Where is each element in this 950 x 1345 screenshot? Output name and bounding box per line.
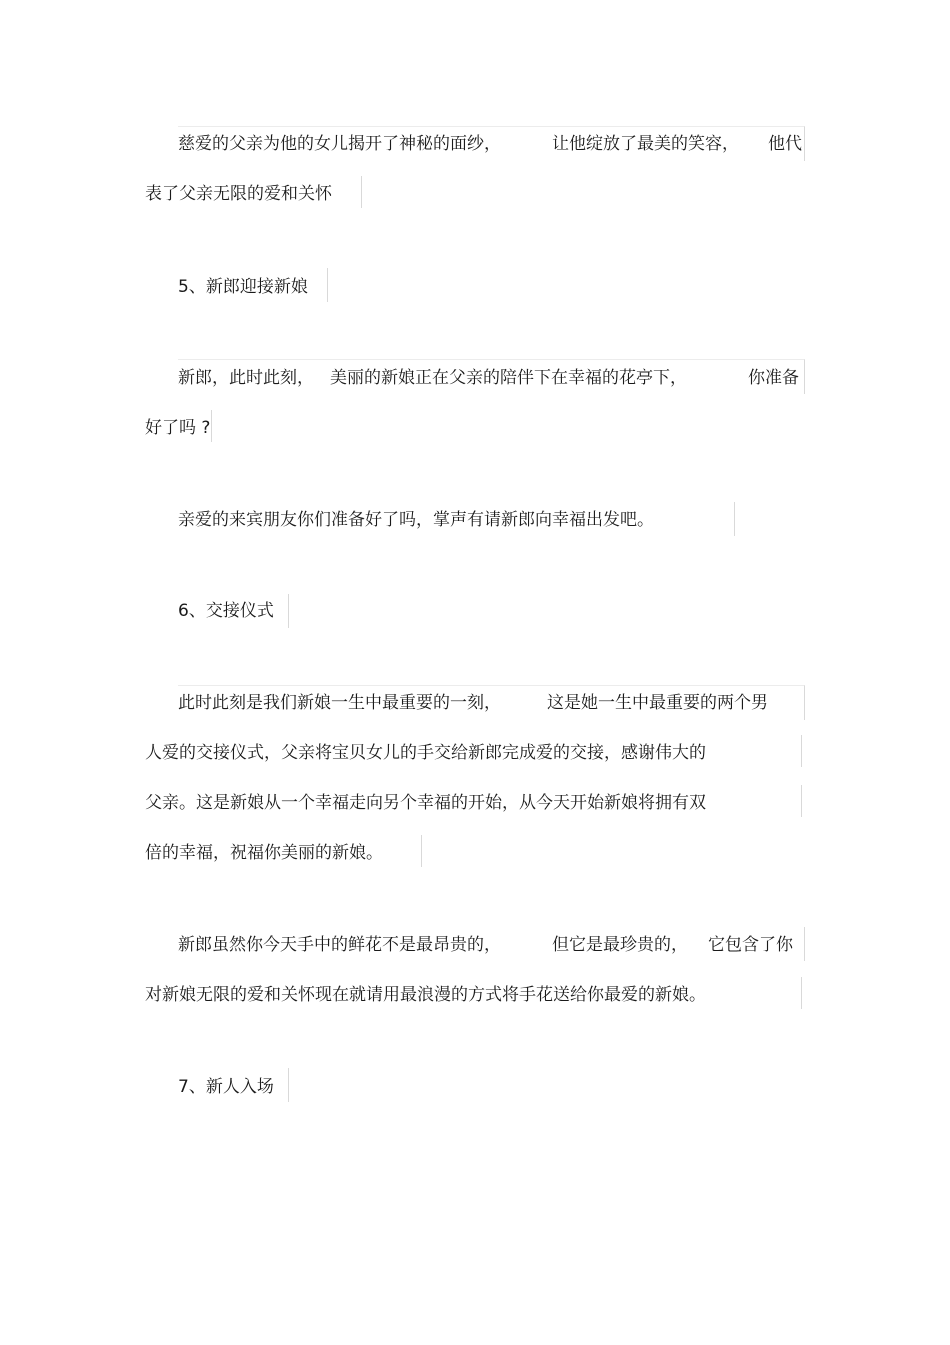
text-segment: 它包含了你 — [708, 935, 793, 955]
text-segment: 美丽的新娘正在父亲的陪伴下在幸福的花亭下， — [330, 368, 687, 388]
text-segment: 新郎，此时此刻， — [178, 368, 314, 388]
text-segment: 他代 — [768, 134, 802, 154]
text-segment: 这是她一生中最重要的两个男 — [547, 693, 768, 713]
paragraph-line: 父亲。这是新娘从一个幸福走向另个幸福的开始，从今天开始新娘将拥有双 — [145, 793, 706, 813]
paragraph-line: 倍的幸福，祝福你美丽的新娘。 — [145, 843, 383, 863]
text-segment: 慈爱的父亲为他的女儿揭开了神秘的面纱， — [178, 134, 501, 154]
text-segment: 让他绽放了最美的笑容， — [552, 134, 739, 154]
text-segment: 此时此刻是我们新娘一生中最重要的一刻， — [178, 693, 501, 713]
text-segment: 新郎虽然你今天手中的鲜花不是最昂贵的， — [178, 935, 501, 955]
text-segment: 你准备 — [748, 368, 799, 388]
paragraph-line: 好了吗 ? — [145, 418, 211, 438]
paragraph-line: 对新娘无限的爱和关怀现在就请用最浪漫的方式将手花送给你最爱的新娘。 — [145, 985, 706, 1005]
section-heading: 5、新郎迎接新娘 — [178, 277, 308, 297]
section-heading: 6、交接仪式 — [178, 601, 274, 621]
paragraph-line: 人爱的交接仪式，父亲将宝贝女儿的手交给新郎完成爱的交接，感谢伟大的 — [145, 743, 706, 763]
section-heading: 7、新人入场 — [178, 1077, 274, 1097]
text-segment: 但它是最珍贵的， — [552, 935, 688, 955]
paragraph-line: 亲爱的来宾朋友你们准备好了吗，掌声有请新郎向幸福出发吧。 — [178, 510, 654, 530]
paragraph-line: 表了父亲无限的爱和关怀 — [145, 184, 332, 204]
